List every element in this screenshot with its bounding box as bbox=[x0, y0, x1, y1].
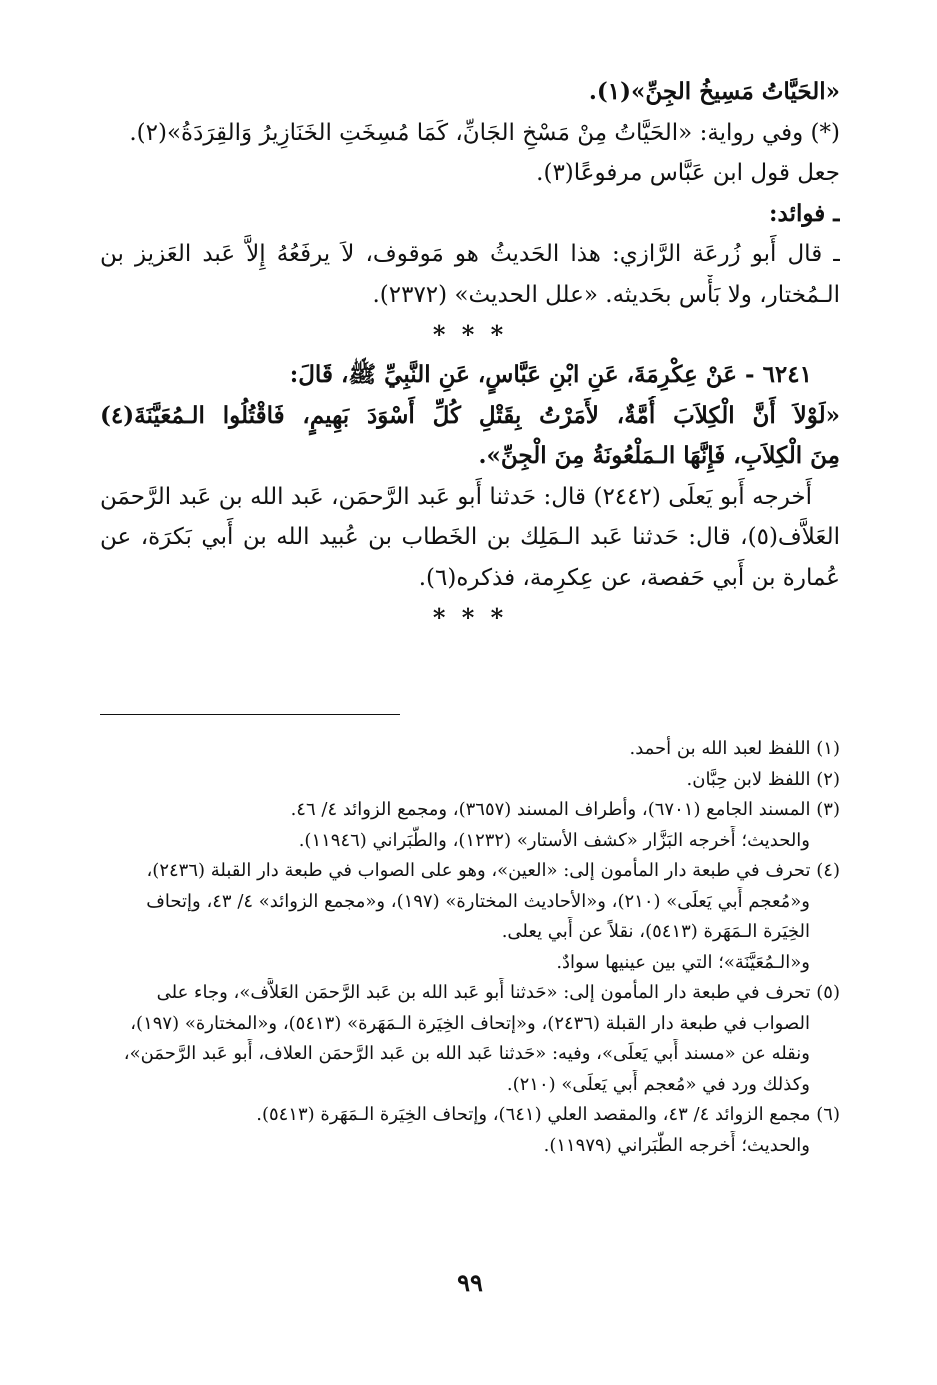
footnotes bbox=[100, 734, 840, 1161]
hadith-text-line: مِنَ الْكِلاَبِ، فَإِنَّهَا الـمَلْعُونَةُ مِنَ الْجِنِّ». bbox=[478, 442, 840, 469]
fawaid-heading: ـ فوائد: bbox=[769, 199, 840, 227]
footnote-line: الصواب في طبعة دار القبلة (٢٤٣٦)، و«إتحاف الخِيَرة الـمَهَرة» (٥٤١٣)، و«المختارة» (١٩٧)، bbox=[130, 1012, 810, 1034]
hadith-number-line: ٦٢٤١ - عَنْ عِكْرِمَةَ، عَنِ ابْنِ عَبَّاسٍ، عَنِ النَّبِيِّ ﷺ، قَالَ: bbox=[289, 361, 812, 388]
footnote-line: (١) اللفظ لعبد الله بن أحمد. bbox=[629, 738, 840, 759]
takhrij-line: عُمارة بن أَبي حَفصة، عن عِكرِمة، فذكره(٦). bbox=[418, 564, 840, 591]
page-number: ٩٩ bbox=[457, 1268, 483, 1297]
footnote-line: و«الـمُعَيَّنَة»؛ التي بين عينيها سوادٌ. bbox=[556, 951, 810, 973]
hadith-text-line: «لَوْلاَ أَنَّ الْكِلاَبَ أُمَّةٌ، لأَمَرْتُ بِقَتْلِ كُلِّ أَسْوَدَ بَهِيمٍ، فَاقْتُلُوا الـمُعَيَّنَةَ(٤) bbox=[100, 401, 840, 429]
footnote-line: وكذلك ورد في «مُعجم أَبي يَعلَى» (٢١٠). bbox=[506, 1073, 810, 1095]
footnote-line: الخِيَرة الـمَهَرة (٥٤١٣)، نقلاً عن أَبي يعلى. bbox=[501, 921, 810, 942]
section-divider-stars: * * * bbox=[432, 603, 508, 632]
footnote-line: (٢) اللفظ لابن حِبَّان. bbox=[686, 768, 840, 790]
footnote-line: (٥) تحرف في طبعة دار المأمون إلى: «حَدثنا أَبو عَبد الله بن عَبد الرَّحمَن العَلاَّف»، وجاء على bbox=[156, 982, 840, 1003]
takhrij-line: العَلاَّف(٥)، قال: حَدثنا عَبد الـمَلِك بن الخَطاب بن عُبيد الله بن أَبي بَكرَة، عن bbox=[100, 524, 840, 550]
footnote-line: ونقله عن «مسند أَبي يَعلَى»، وفيه: «حَدثنا عَبد الله بن عَبد الرَّحمَن العلاف، أَبو عَبد الرَّحمَن»، bbox=[123, 1043, 810, 1064]
text-line: الـمُختار، ولا بَأْس بحَديثه. «علل الحديث» (٢٣٧٢). bbox=[372, 281, 840, 308]
hadith-text-line: «الحَيَّاتُ مَسِيخُ الجِنِّ»(١). bbox=[588, 78, 840, 105]
footnote-line: والحديث؛ أَخرجه البَزَّار «كشف الأستار» (١٢٣٢)، والطَّبَراني (١١٩٤٦). bbox=[298, 829, 810, 851]
footnote-separator bbox=[100, 714, 400, 715]
text-line: ـ قال أَبو زُرعَة الرَّازي: هذا الحَديثُ هو مَوقوف، لاَ يرفَعُهُ إِلاَّ عَبد العَزيز بن bbox=[100, 241, 840, 267]
footnote-line: (٦) مجمع الزوائد ٤/ ٤٣، والمقصد العلي (٦٤١)، وإتحاف الخِيَرة الـمَهَرة (٥٤١٣). bbox=[256, 1104, 840, 1125]
main-text bbox=[100, 72, 840, 638]
footnote-line: و«مُعجم أَبي يَعلَى» (٢١٠)، و«الأحاديث المختارة» (١٩٧)، و«مجمع الزوائد» ٤/ ٤٣، وإتحاف bbox=[146, 890, 810, 912]
footnote-line: (٤) تحرف في طبعة دار المأمون إلى: «العين»، وهو على الصواب في طبعة دار القبلة (٢٤٣٦)، bbox=[146, 860, 840, 881]
book-page bbox=[100, 72, 840, 1362]
riwaya-line: (*) وفي رواية: «الحَيَّاتُ مِنْ مَسْخِ الجَانِّ، كَمَا مُسِخَتِ الخَنَازِيرُ وَالقِرَدَةُ»(٢). bbox=[129, 119, 840, 146]
footnote-line: (٣) المسند الجامع (٦٧٠١)، وأطراف المسند (٣٦٥٧)، ومجمع الزوائد ٤/ ٤٦. bbox=[290, 799, 840, 820]
section-divider-stars: * * * bbox=[432, 320, 508, 349]
takhrij-line: أَخرجه أَبو يَعلَى (٢٤٤٢) قال: حَدثنا أَبو عَبد الرَّحمَن، عَبد الله بن عَبد الرَّحمَن bbox=[100, 483, 813, 510]
text-line: جعل قول ابن عَبَّاس مرفوعًا(٣). bbox=[536, 160, 840, 186]
footnote-line: والحديث؛ أَخرجه الطَّبَراني (١١٩٧٩). bbox=[543, 1134, 810, 1156]
